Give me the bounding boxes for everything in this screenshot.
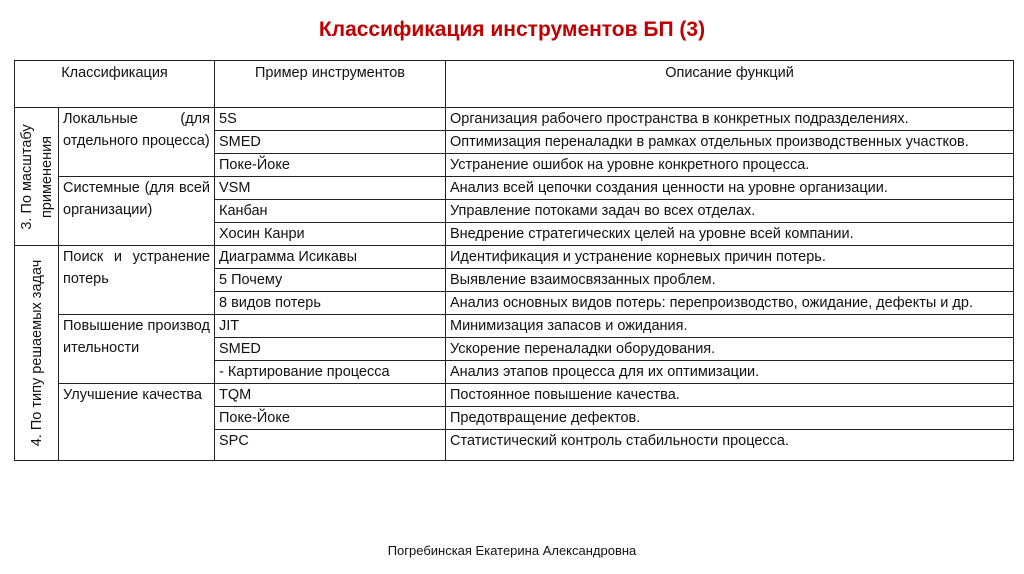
tool-cell: 8 видов потерь (215, 292, 446, 315)
description-cell: Устранение ошибок на уровне конкретного процесса. (446, 154, 1014, 177)
description-cell: Анализ всей цепочки создания ценности на уровне организации. (446, 177, 1014, 200)
table-row (15, 384, 1014, 407)
tool-cell: SPC (215, 430, 446, 461)
description-cell: Выявление взаимосвязанных проблем. (446, 269, 1014, 292)
slide-title: Классификация инструментов БП (3) (318, 18, 706, 41)
subgroup-label-systemic: Системные (для всей организации) (59, 177, 215, 246)
group-label-task-type: 4. По типу решаемых задач (28, 259, 45, 447)
description-cell: Идентификация и устранение корневых причин потерь. (446, 246, 1014, 269)
tool-cell: SMED (215, 131, 446, 154)
subgroup-label-local: Локальные (для отдельного процесса) (59, 108, 215, 177)
header-row (15, 61, 1014, 108)
subgroup-label-productivity: Повышение производительности (59, 315, 215, 384)
group-label-cell (15, 246, 59, 461)
group-label-scale: 3. По масштабу применения (18, 123, 55, 230)
group-label-cell (15, 108, 59, 246)
description-cell: Статистический контроль стабильности процесса. (446, 430, 1014, 461)
tool-cell: 5 Почему (215, 269, 446, 292)
header-description: Описание функций (446, 61, 1014, 108)
tool-cell: VSM (215, 177, 446, 200)
table-row (15, 246, 1014, 269)
description-cell: Постоянное повышение качества. (446, 384, 1014, 407)
table-row (15, 177, 1014, 200)
description-cell: Ускорение переналадки оборудования. (446, 338, 1014, 361)
tool-cell: SMED (215, 338, 446, 361)
subgroup-label-waste: Поиск и устранение потерь (59, 246, 215, 315)
description-cell: Управление потоками задач во всех отделах. (446, 200, 1014, 223)
table-row (15, 108, 1014, 131)
description-cell: Минимизация запасов и ожидания. (446, 315, 1014, 338)
description-cell: Внедрение стратегических целей на уровне всей компании. (446, 223, 1014, 246)
tool-cell: Поке-Йоке (215, 407, 446, 430)
tool-cell: Хосин Канри (215, 223, 446, 246)
description-cell: Анализ основных видов потерь: перепроизводство, ожидание, дефекты и др. (446, 292, 1014, 315)
header-classification: Классификация (15, 61, 215, 108)
tool-cell: 5S (215, 108, 446, 131)
tool-cell: Диаграмма Исикавы (215, 246, 446, 269)
tool-cell: - Картирование процесса (215, 361, 446, 384)
header-example: Пример инструментов (215, 61, 446, 108)
tool-cell: Канбан (215, 200, 446, 223)
footer-author: Погребинская Екатерина Александровна (387, 543, 637, 558)
table-row (15, 315, 1014, 338)
description-cell: Оптимизация переналадки в рамках отдельных производственных участков. (446, 131, 1014, 154)
classification-table (14, 60, 1014, 461)
tool-cell: JIT (215, 315, 446, 338)
description-cell: Организация рабочего пространства в конкретных подразделениях. (446, 108, 1014, 131)
tool-cell: TQM (215, 384, 446, 407)
tool-cell: Поке-Йоке (215, 154, 446, 177)
subgroup-label-quality: Улучшение качества (59, 384, 215, 461)
description-cell: Предотвращение дефектов. (446, 407, 1014, 430)
description-cell: Анализ этапов процесса для их оптимизации. (446, 361, 1014, 384)
